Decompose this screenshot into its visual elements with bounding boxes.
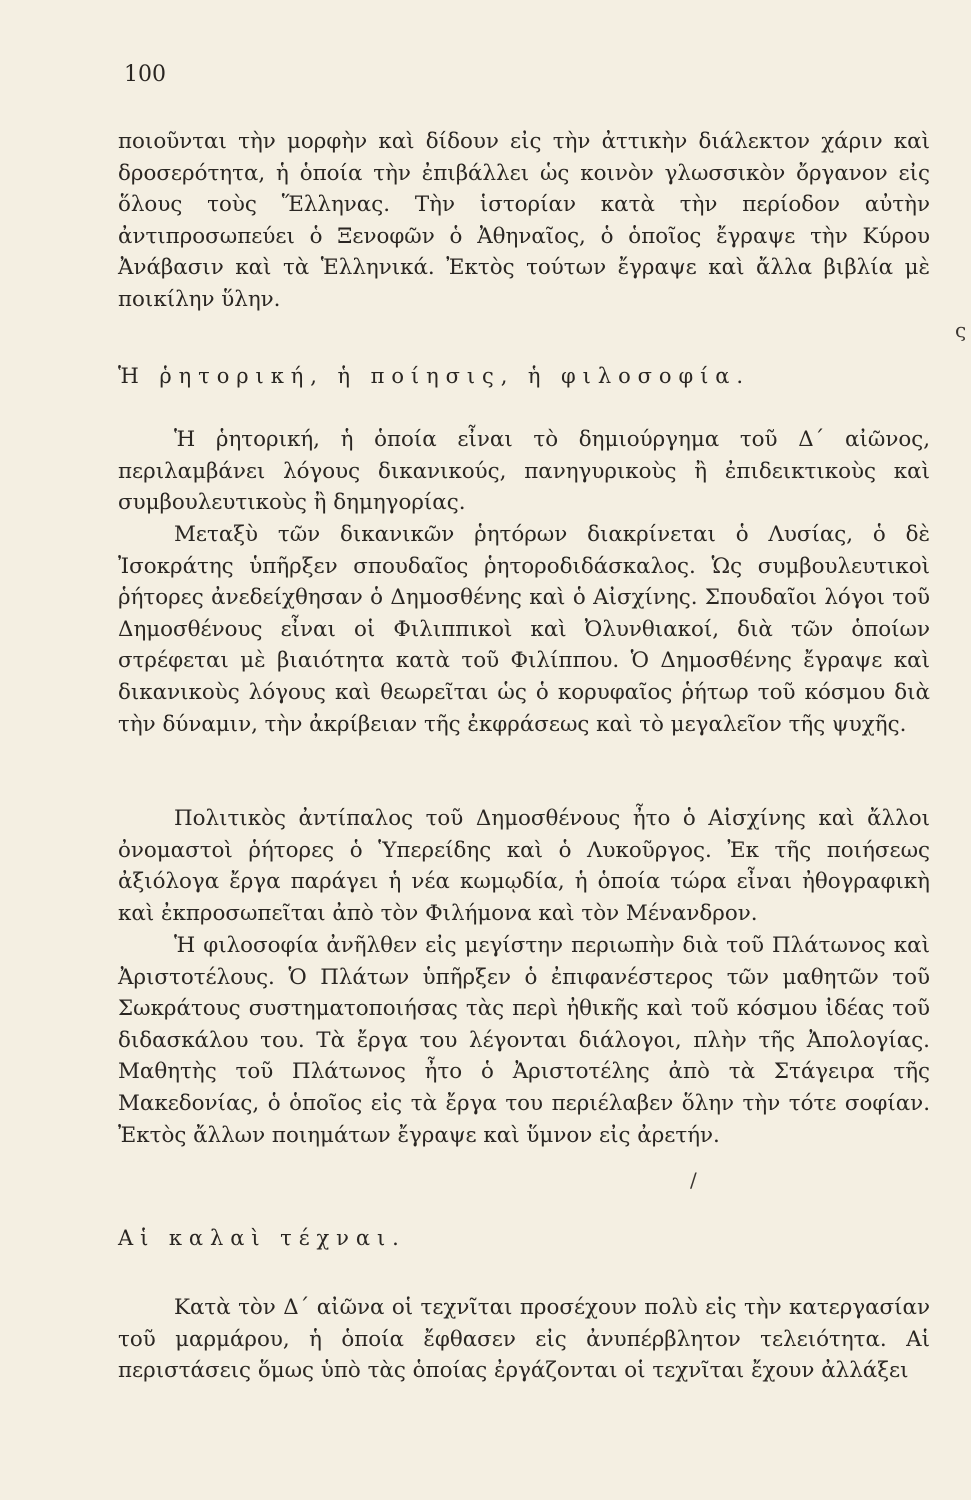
- paragraph-text: Ἡ ῥητορική, ἡ ὁποία εἶναι τὸ δημιούργημα τοῦ Δ΄ αἰῶνος, περιλαμβάνει λόγους δικανικούς, πανηγυρικοὺς ἢ ἐπιδεικτικοὺς καὶ συμβουλευτικοὺς ἢ δημηγορίας.: [118, 427, 930, 516]
- paragraph-text: Κατὰ τὸν Δ΄ αἰῶνα οἱ τεχνῖται προσέχουν πολὺ εἰς τὴν κατεργασίαν τοῦ μαρμάρου, ἡ ὁποία ἔφθασεν εἰς ἀνυπέρβλητον τελειότητα. Αἱ περιστάσεις ὅμως ὑπὸ τὰς ὁποίας ἐργάζονται οἱ τεχνῖται ἔχουν ἀλλάξει: [118, 1295, 930, 1384]
- paragraph-text: Πολιτικὸς ἀντίπαλος τοῦ Δημοσθένους ἦτο ὁ Αἰσχίνης καὶ ἄλλοι ὀνομαστοὶ ῥήτορες ὁ Ὑπερείδης καὶ ὁ Λυκοῦργος. Ἐκ τῆς ποιήσεως ἀξιόλογα ἔργα παράγει ἡ νέα κωμῳδία, ἡ ὁποία τώρα εἶναι ἠθογραφικὴ καὶ ἐκπροσωπεῖται ἀπὸ τὸν Φιλήμονα καὶ τὸν Μένανδρον.: [118, 806, 930, 926]
- paragraph-rhetoric: [118, 424, 930, 519]
- section-heading-fine-arts: Αἱ καλαὶ τέχναι.: [118, 1226, 406, 1250]
- paragraph-text: Μεταξὺ τῶν δικανικῶν ῥητόρων διακρίνεται ὁ Λυσίας, ὁ δὲ Ἰσοκράτης ὑπῆρξεν σπουδαῖος ῥητοροδιδάσκαλος. Ὡς συμβουλευτικοὶ ῥήτορες ἀνεδείχθησαν ὁ Δημοσθένης καὶ ὁ Αἰσχίνης. Σπουδαῖοι λόγοι τοῦ Δημοσθένους εἶναι οἱ Φιλιππικοὶ καὶ Ὀλυνθιακοί, διὰ τῶν ὁποίων στρέφεται μὲ βιαιότητα κατὰ τοῦ Φιλίππου. Ὁ Δημοσθένης ἔγραψε καὶ δικανικοὺς λόγους καὶ θεωρεῖται ὡς ὁ κορυφαῖος ῥήτωρ τοῦ κόσμου διὰ τὴν δύναμιν, τὴν ἀκρίβειαν τῆς ἐκφράσεως καὶ τὸ μεγαλεῖον τῆς ψυχῆς.: [118, 522, 930, 737]
- paragraph-text: Ἡ φιλοσοφία ἀνῆλθεν εἰς μεγίστην περιωπὴν διὰ τοῦ Πλάτωνος καὶ Ἀριστοτέλους. Ὁ Πλάτων ὑπῆρξεν ὁ ἐπιφανέστερος τῶν μαθητῶν τοῦ Σωκράτους συστηματοποιήσας τὰς περὶ ἠθικῆς καὶ τοῦ κόσμου ἰδέας τοῦ διδασκάλου του. Τὰ ἔργα του λέγονται διάλογοι, πλὴν τῆς Ἀπολογίας. Μαθητὴς τοῦ Πλάτωνος ἦτο ὁ Ἀριστοτέλης ἀπὸ τὰ Στάγειρα τῆς Μακεδονίας, ὁ ὁποῖος εἰς τὰ ἔργα του περιέλαβεν ὅλην τὴν τότε σοφίαν. Ἐκτὸς ἄλλων ποιημάτων ἔγραψε καὶ ὕμνον εἰς ἀρετήν.: [118, 933, 930, 1148]
- margin-mark: /: [690, 1168, 697, 1192]
- paragraph-text: ποιοῦνται τὴν μορφὴν καὶ δίδουν εἰς τὴν ἀττικὴν διάλεκτον χάριν καὶ δροσερότητα, ἡ ὁποία τὴν ἐπιβάλλει ὡς κοινὸν γλωσσικὸν ὄργανον εἰς ὅλους τοὺς Ἕλληνας. Τὴν ἱστορίαν κατὰ τὴν περίοδον αὐτὴν ἀντιπροσωπεύει ὁ Ξενοφῶν ὁ Ἀθηναῖος, ὁ ὁποῖος ἔγραψε τὴν Κύρου Ἀνάβασιν καὶ τὰ Ἑλληνικά. Ἐκτὸς τούτων ἔγραψε καὶ ἄλλα βιβλία μὲ ποικίλην ὕλην.: [118, 129, 930, 312]
- margin-mark: ς: [955, 318, 967, 342]
- page-number: 100: [124, 62, 166, 87]
- paragraph-comedy: [118, 803, 930, 929]
- paragraph-philosophy: [118, 930, 930, 1151]
- paragraph-fine-arts: [118, 1292, 930, 1387]
- paragraph-orators: [118, 519, 930, 740]
- section-heading-rhetoric: Ἡ ῥητορική, ἡ ποίησις, ἡ φιλοσοφία.: [118, 364, 751, 388]
- paragraph-xenophon: [118, 126, 930, 316]
